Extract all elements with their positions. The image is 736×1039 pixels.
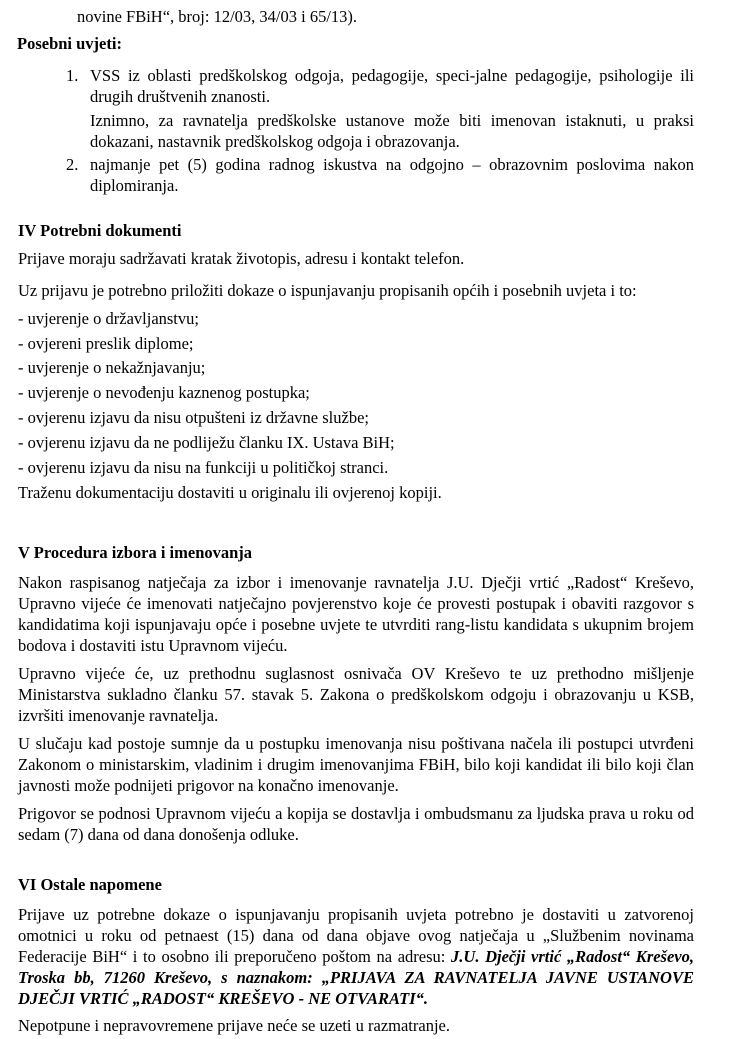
section-heading: V Procedura izbora i imenovanja <box>18 543 253 562</box>
list-item: - ovjereni preslik diplome; <box>18 334 194 353</box>
list-item: - ovjerenu izjavu da nisu otpušteni iz državne službe; <box>18 408 369 427</box>
paragraph-emphasis-text: J.U. Dječji vrtić „Radost“ Kreševo, Troska bb, 71260 Kreševo, s naznakom: „PRIJAVA ZA RAVNATELJA JAVNE USTANOVE DJEČJI VRTIĆ „RADOST“ KREŠEVO - NE OTVARATI“. <box>18 947 695 1008</box>
section-heading: VI Ostale napomene <box>18 875 162 894</box>
paragraph: Uz prijavu je potrebno priložiti dokaze o ispunjavanju propisanih općih i posebnih uvjeta i to: <box>18 281 637 300</box>
paragraph: Traženu dokumentaciju dostaviti u originalu ili ovjerenoj kopiji. <box>18 483 442 502</box>
list-item: - ovjerenu izjavu da nisu na funkciji u političkoj stranci. <box>18 458 389 477</box>
item-number: 1. <box>66 66 79 85</box>
section-heading: IV Potrebni dokumenti <box>18 221 182 240</box>
paragraph: Upravno vijeće će, uz prethodnu suglasnost osnivača OV Kreševo te uz prethodno mišljenje Ministarstva sukladno članku 57. stavak 5. Zakona o predškolskom odgoju i obrazovanju u KSB, izvršiti imenovanje ravnatelja. <box>18 664 694 725</box>
item-note: Iznimno, za ravnatelja predškolske ustanove može biti imenovan istaknuti, u praksi dokazani, nastavnik predškolskog odgoja i obrazovanja. <box>90 111 694 151</box>
list-item: - uvjerenje o nevođenju kaznenog postupka; <box>18 383 310 402</box>
list-item: - ovjerenu izjavu da ne podliježu članku IX. Ustava BiH; <box>18 433 395 452</box>
paragraph: Prijave moraju sadržavati kratak životopis, adresu i kontakt telefon. <box>18 249 465 268</box>
paragraph: U slučaju kad postoje sumnje da u postupku imenovanja nisu poštivana načela ili postupci utvrđeni Zakonom o ministarskim, vladinim i drugim imenovanjima FBiH, bilo koji kandidat ili bilo koji član javnosti može podnijeti prigovor na konačno imenovanje. <box>18 734 694 795</box>
special-conditions-title: Posebni uvjeti: <box>17 34 122 53</box>
item-text: VSS iz oblasti predškolskog odgoja, pedagogije, speci-jalne pedagogije, psihologije ili drugih društvenih znanosti. <box>90 66 694 106</box>
paragraph: Prigovor se podnosi Upravnom vijeću a kopija se dostavlja i ombudsmanu za ljudska prava u roku od sedam (7) dana od dana donošenja odluke. <box>18 804 694 844</box>
list-item: - uvjerenje o nekažnjavanju; <box>18 358 206 377</box>
list-item: - uvjerenje o državljanstvu; <box>18 309 199 328</box>
paragraph: Nepotpune i nepravovremene prijave neće se uzeti u razmatranje. <box>18 1016 450 1035</box>
item-number: 2. <box>66 155 79 174</box>
paragraph: Nakon raspisanog natječaja za izbor i imenovanje ravnatelja J.U. Dječji vrtić „Radost“ Kreševo, Upravno vijeće će imenovati natječajno povjerenstvo koje će provesti postupak i obaviti razgovor s kandidatima koji ispunjavaju opće i posebne uvjete te utvrditi rang-listu kandidata s ukupnim brojem bodova i dostaviti istu Upravnom vijeću. <box>18 573 694 655</box>
continued-line: novine FBiH“, broj: 12/03, 34/03 i 65/13). <box>77 7 358 26</box>
paragraph <box>18 904 694 1009</box>
item-text: najmanje pet (5) godina radnog iskustva na odgojno – obrazovnim poslovima nakon diplomiranja. <box>90 155 694 195</box>
paragraph-plain-text: Prijave uz potrebne dokaze o ispunjavanju propisanih uvjeta potrebno je dostaviti u zatvorenoj omotnici u roku od petnaest (15) dana od dana objave ovog natječaja u „Službenim novinama Federacije BiH“ i to osobno ili preporučeno poštom na adresu: <box>18 905 694 966</box>
